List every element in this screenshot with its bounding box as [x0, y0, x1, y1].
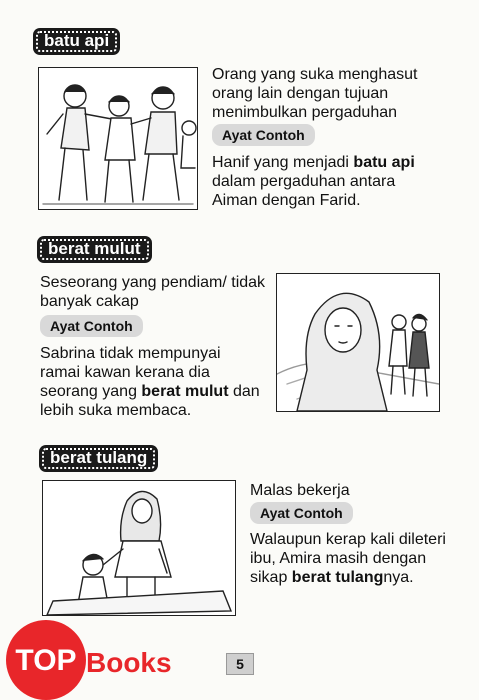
example-text-before: Sabrina tidak mempunyai ramai kawan kerana dia seorang yang [40, 345, 221, 400]
quiet-girl-drawing [277, 274, 439, 411]
logo-top-text: TOP [15, 644, 77, 677]
example-label-batu-api: Ayat Contoh [212, 124, 315, 146]
example-text-bold: berat tulang [291, 569, 384, 586]
illustration-quarrel [38, 67, 198, 210]
example-batu-api [212, 153, 438, 210]
example-label-berat-mulut: Ayat Contoh [40, 315, 143, 337]
example-text-bold: batu api [353, 154, 415, 171]
quarrel-drawing [39, 68, 197, 209]
logo-books-text: Books [86, 647, 172, 678]
idiom-title-berat-mulut: berat mulut [38, 237, 151, 262]
example-berat-mulut [40, 344, 262, 420]
example-berat-tulang [250, 530, 446, 587]
topbooks-logo [0, 612, 205, 700]
example-text-before: Walaupun kerap kali dileteri ibu, Amira masih dengan sikap [250, 531, 446, 586]
example-text-before: Hanif yang menjadi [212, 154, 354, 171]
meaning-batu-api: Orang yang suka menghasut orang lain dengan tujuan menimbulkan pergaduhan [212, 66, 418, 121]
illustration-quiet-girl [276, 273, 440, 412]
example-label-berat-tulang: Ayat Contoh [250, 502, 353, 524]
example-text-after: dalam pergaduhan antara Aiman dengan Farid. [212, 173, 396, 209]
example-text-bold: berat mulut [141, 383, 229, 400]
meaning-berat-mulut: Seseorang yang pendiam/ tidak banyak cakap [40, 274, 266, 310]
idiom-title-berat-tulang: berat tulang [40, 446, 157, 471]
page-number: 5 [226, 653, 254, 675]
example-text-after: nya. [383, 569, 414, 586]
idiom-title-batu-api: batu api [34, 29, 119, 54]
example-text-after: dan lebih suka membaca. [40, 383, 260, 419]
lazy-girl-drawing [43, 481, 235, 615]
illustration-lazy-girl [42, 480, 236, 616]
meaning-berat-tulang: Malas bekerja [250, 482, 350, 499]
